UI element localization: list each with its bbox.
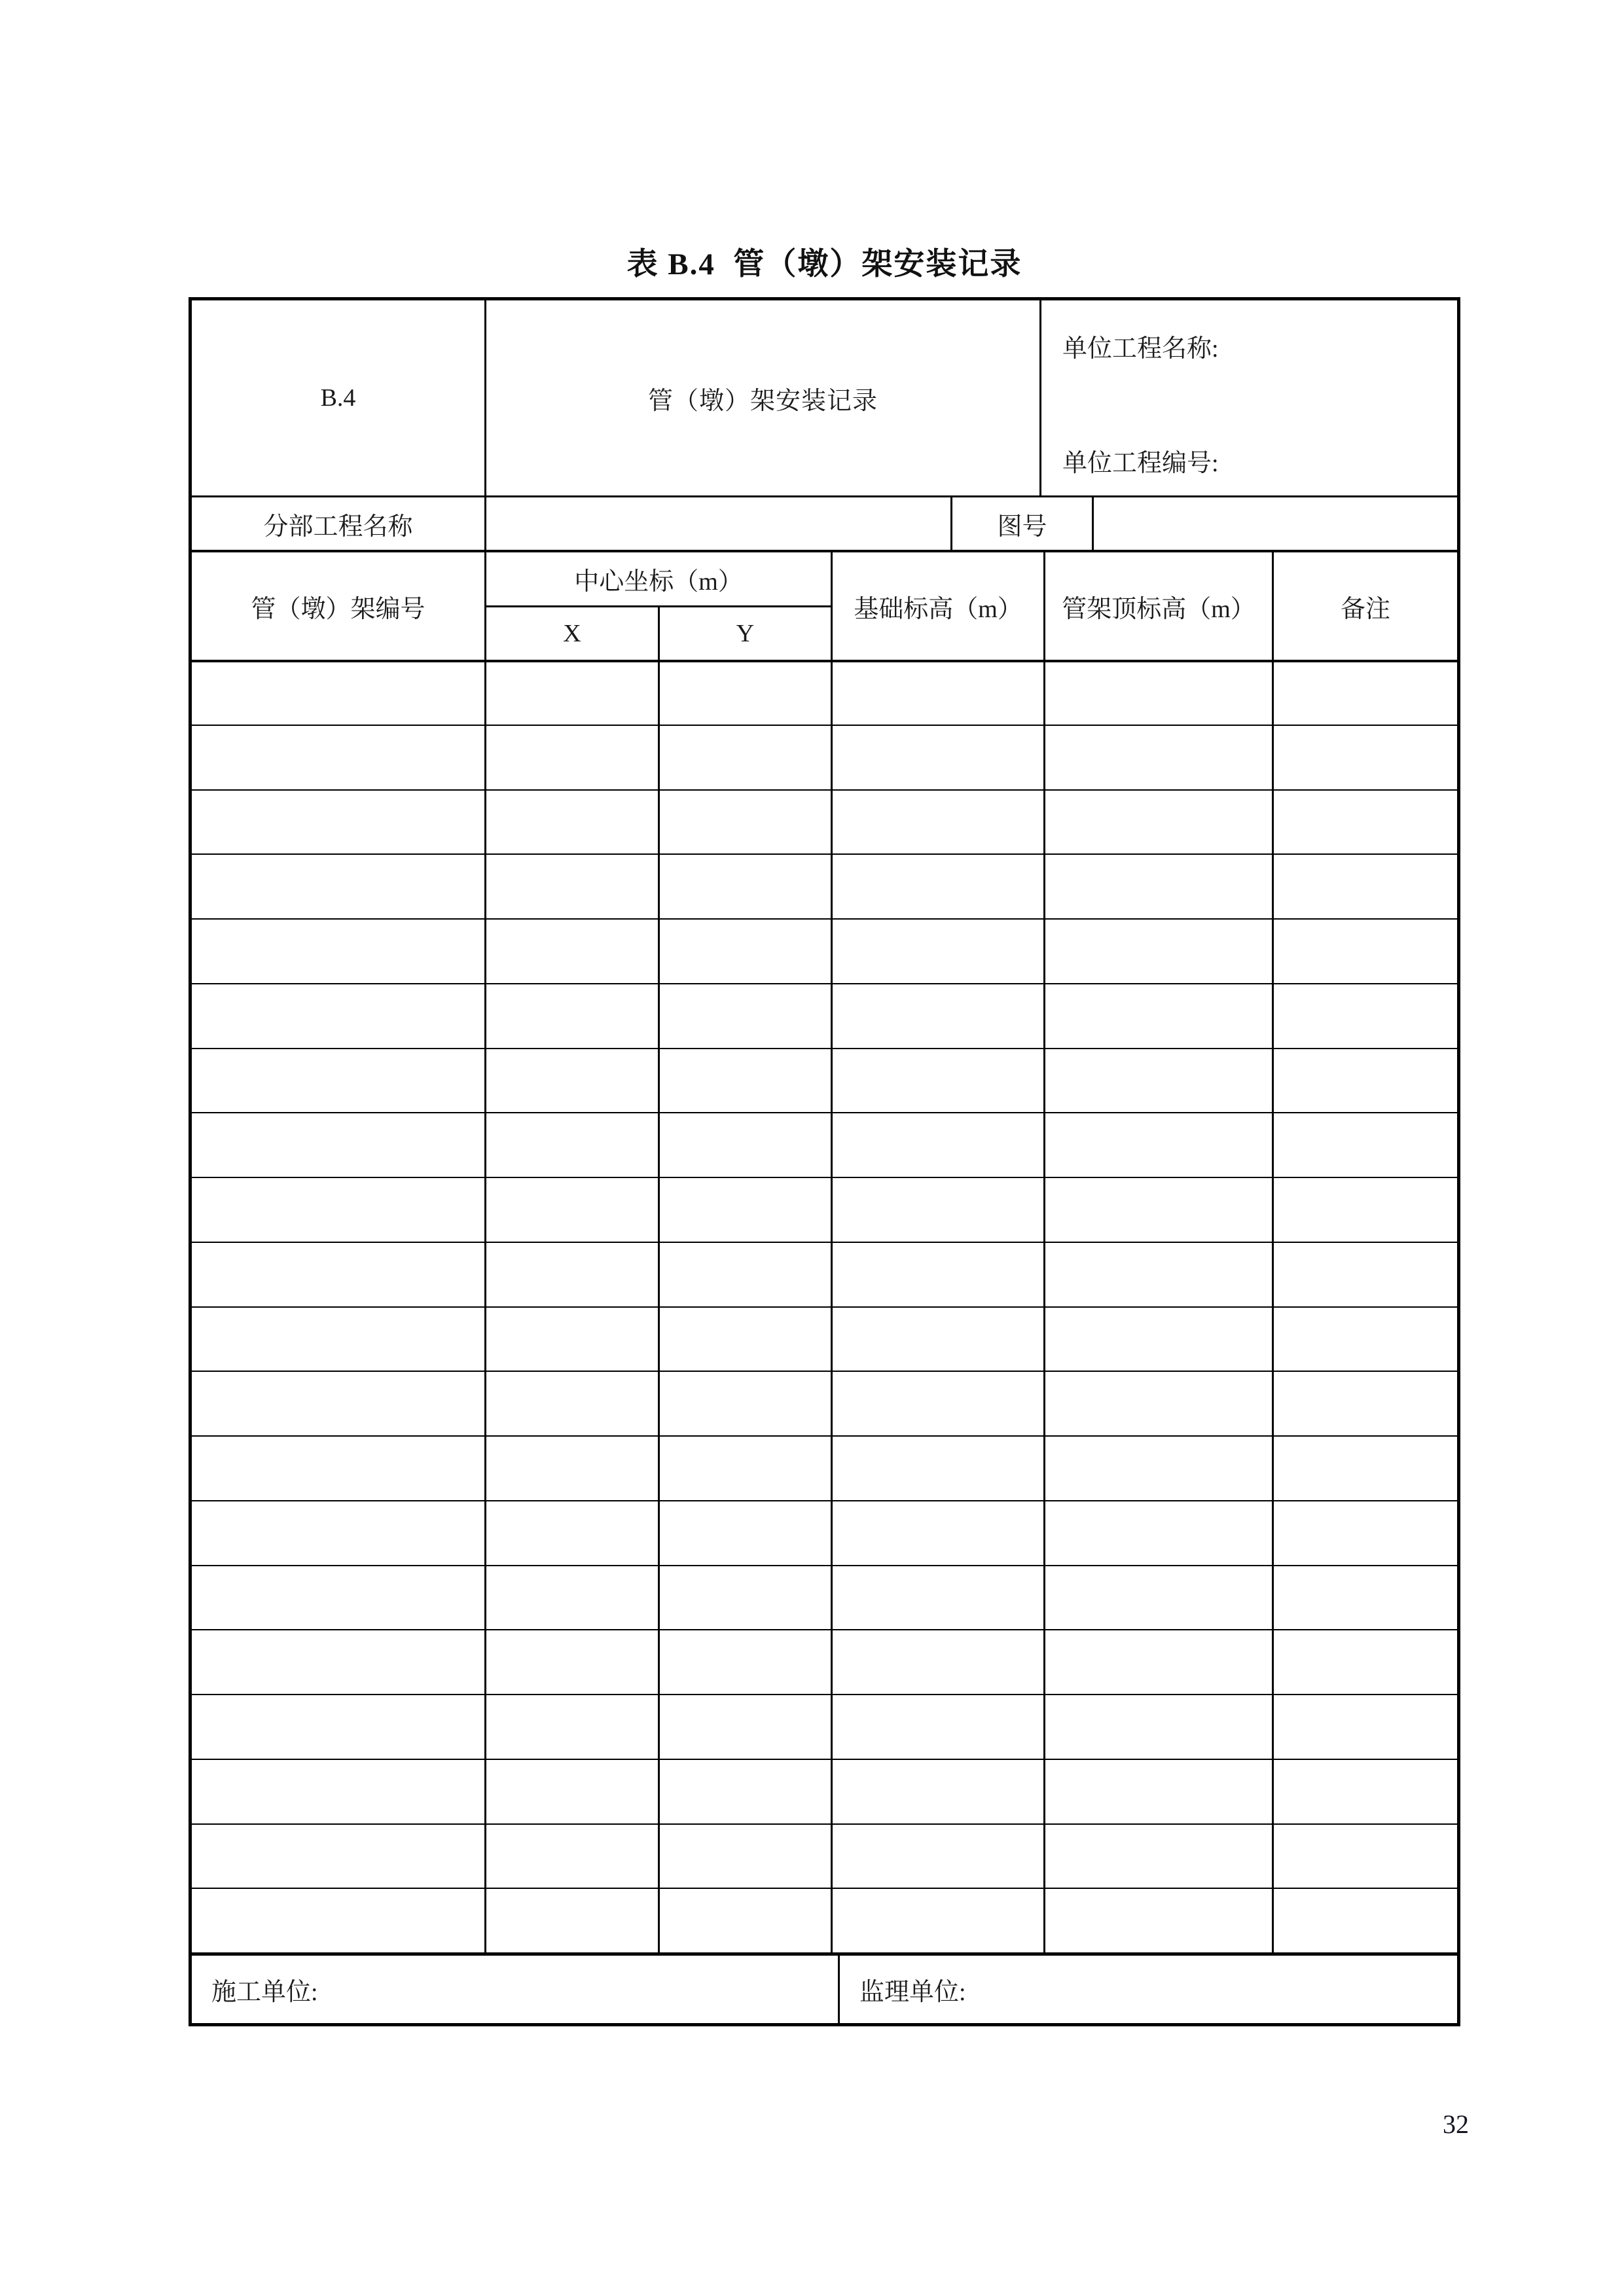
table-cell <box>486 1308 660 1371</box>
table-cell <box>1274 662 1457 725</box>
table-cell <box>192 1243 486 1306</box>
col-header-y: Y <box>736 620 755 647</box>
table-cell <box>192 1437 486 1500</box>
table-cell <box>1045 1630 1274 1694</box>
table-cell <box>833 1178 1045 1242</box>
table-cell <box>192 1372 486 1435</box>
table-cell <box>1045 791 1274 854</box>
col-header-center-coordinate-group <box>486 552 833 660</box>
table-cell <box>660 1308 833 1371</box>
table-cell <box>1045 662 1274 725</box>
table-row <box>192 1371 1457 1435</box>
table-cell <box>833 662 1045 725</box>
table-cell <box>1274 1243 1457 1306</box>
table-row <box>192 1823 1457 1888</box>
table-cell <box>1045 1437 1274 1500</box>
table-cell <box>486 984 660 1048</box>
table-cell <box>660 1566 833 1630</box>
table-cell <box>192 1113 486 1177</box>
table-cell <box>1274 1437 1457 1500</box>
table-cell <box>833 1630 1045 1694</box>
table-row <box>192 1306 1457 1371</box>
table-row <box>192 1177 1457 1242</box>
table-cell <box>660 1630 833 1694</box>
table-cell <box>1045 1372 1274 1435</box>
table-row <box>192 1435 1457 1500</box>
col-header-xy-row <box>486 607 831 660</box>
table-cell <box>486 1760 660 1823</box>
table-cell <box>486 1049 660 1113</box>
table-cell <box>486 1889 660 1952</box>
cell-subproject-label: 分部工程名称 <box>192 497 486 550</box>
table-cell <box>192 1049 486 1113</box>
table-cell <box>660 791 833 854</box>
table-cell <box>833 1825 1045 1888</box>
table-cell <box>1045 984 1274 1048</box>
cell-subproject-value <box>486 497 952 550</box>
cell-form-name: 管（墩）架安装记录 <box>486 300 1041 495</box>
table-cell <box>192 1308 486 1371</box>
table-row <box>192 1048 1457 1113</box>
table-cell <box>192 984 486 1048</box>
table-cell <box>486 855 660 918</box>
row-form-header <box>192 300 1457 495</box>
table-cell <box>486 1437 660 1500</box>
table-cell <box>486 1630 660 1694</box>
table-cell <box>192 1695 486 1759</box>
table-cell <box>1045 920 1274 983</box>
table-cell <box>1045 1566 1274 1630</box>
table-header-row <box>192 550 1457 660</box>
table-cell <box>833 791 1045 854</box>
table-cell <box>1274 791 1457 854</box>
col-header-center-coordinate: 中心坐标（m） <box>486 552 831 607</box>
table-cell <box>660 984 833 1048</box>
table-cell <box>1045 1243 1274 1306</box>
table-cell <box>1045 1049 1274 1113</box>
table-row <box>192 1888 1457 1952</box>
table-cell <box>1274 984 1457 1048</box>
table-cell <box>833 1437 1045 1500</box>
table-cell <box>486 1501 660 1565</box>
table-cell <box>486 1695 660 1759</box>
cell-supervision-unit: 监理单位: <box>859 1979 966 2006</box>
cell-drawing-no-value <box>1094 497 1457 550</box>
table-cell <box>833 1372 1045 1435</box>
table-cell <box>1274 1049 1457 1113</box>
col-header-remark: 备注 <box>1340 595 1390 623</box>
table-cell <box>660 1243 833 1306</box>
table-cell <box>192 920 486 983</box>
table-cell <box>833 726 1045 789</box>
table-row <box>192 660 1457 725</box>
table-cell <box>1045 1825 1274 1888</box>
table-cell <box>660 1889 833 1952</box>
table-body <box>192 660 1457 1952</box>
table-cell <box>660 920 833 983</box>
table-cell <box>833 1889 1045 1952</box>
col-header-x: X <box>486 607 660 660</box>
table-cell <box>1274 1178 1457 1242</box>
table-cell <box>1274 726 1457 789</box>
table-cell <box>660 1437 833 1500</box>
table-cell <box>192 1825 486 1888</box>
table-cell <box>833 1760 1045 1823</box>
table-cell <box>1045 1695 1274 1759</box>
table-cell <box>660 726 833 789</box>
table-footer-row <box>192 1952 1457 2023</box>
table-cell <box>833 1243 1045 1306</box>
table-cell <box>192 662 486 725</box>
table-cell <box>192 791 486 854</box>
table-cell <box>833 1566 1045 1630</box>
table-cell <box>192 1178 486 1242</box>
table-cell <box>1274 1501 1457 1565</box>
table-cell <box>660 1372 833 1435</box>
table-cell <box>833 984 1045 1048</box>
table-row <box>192 853 1457 918</box>
label-unit-project-name: 单位工程名称: <box>1062 335 1219 363</box>
table-cell <box>486 1372 660 1435</box>
table-cell <box>660 1695 833 1759</box>
table-cell <box>192 1501 486 1565</box>
table-row <box>192 1694 1457 1759</box>
table-cell <box>486 726 660 789</box>
table-row <box>192 1565 1457 1630</box>
table-row <box>192 918 1457 983</box>
table-cell <box>660 662 833 725</box>
table-cell <box>486 1566 660 1630</box>
page-number: 32 <box>1443 2109 1469 2139</box>
table-cell <box>1045 855 1274 918</box>
table-cell <box>1274 1760 1457 1823</box>
col-header-rack-top-elevation: 管架顶标高（m） <box>1045 552 1274 660</box>
table-cell <box>1274 1372 1457 1435</box>
table-cell <box>486 791 660 854</box>
table-cell <box>192 1566 486 1630</box>
table-row <box>192 1759 1457 1823</box>
table-cell <box>833 1049 1045 1113</box>
table-cell <box>1045 1760 1274 1823</box>
table-cell <box>833 920 1045 983</box>
table-row <box>192 725 1457 789</box>
col-header-rack-no: 管（墩）架编号 <box>192 552 486 660</box>
page-title: 表 B.4 管（墩）架安装记录 <box>626 247 1022 281</box>
table-cell <box>1045 726 1274 789</box>
table-cell <box>833 855 1045 918</box>
table-cell <box>660 1825 833 1888</box>
cell-drawing-no-label: 图号 <box>952 497 1094 550</box>
table-cell <box>1045 1178 1274 1242</box>
table-cell <box>1274 1566 1457 1630</box>
table-cell <box>660 1501 833 1565</box>
cell-form-code: B.4 <box>192 300 486 495</box>
form-table <box>189 297 1460 2026</box>
table-row <box>192 1242 1457 1306</box>
table-cell <box>486 1113 660 1177</box>
table-cell <box>1274 855 1457 918</box>
table-cell <box>192 1760 486 1823</box>
table-row <box>192 1629 1457 1694</box>
table-row <box>192 983 1457 1048</box>
table-cell <box>192 855 486 918</box>
cell-unit-project-info <box>1041 300 1457 495</box>
table-cell <box>833 1695 1045 1759</box>
table-cell <box>486 1825 660 1888</box>
table-cell <box>486 1178 660 1242</box>
table-cell <box>1045 1113 1274 1177</box>
table-cell <box>833 1501 1045 1565</box>
table-cell <box>192 1889 486 1952</box>
col-header-foundation-elevation: 基础标高（m） <box>833 552 1045 660</box>
label-unit-project-code: 单位工程编号: <box>1062 450 1219 477</box>
table-cell <box>660 1178 833 1242</box>
table-cell <box>1045 1501 1274 1565</box>
table-row <box>192 1500 1457 1565</box>
table-cell <box>1274 920 1457 983</box>
cell-construction-unit: 施工单位: <box>192 1956 840 2023</box>
table-cell <box>660 1113 833 1177</box>
table-row <box>192 1112 1457 1177</box>
table-cell <box>486 1243 660 1306</box>
table-cell <box>486 662 660 725</box>
table-cell <box>1274 1113 1457 1177</box>
table-cell <box>660 855 833 918</box>
table-cell <box>1045 1308 1274 1371</box>
table-cell <box>1274 1695 1457 1759</box>
table-cell <box>1274 1630 1457 1694</box>
table-cell <box>833 1308 1045 1371</box>
table-cell <box>833 1113 1045 1177</box>
table-cell <box>660 1760 833 1823</box>
table-cell <box>1274 1308 1457 1371</box>
table-cell <box>1274 1825 1457 1888</box>
table-cell <box>660 1049 833 1113</box>
row-subproject <box>192 495 1457 550</box>
table-cell <box>192 1630 486 1694</box>
table-cell <box>192 726 486 789</box>
table-cell <box>486 920 660 983</box>
table-row <box>192 789 1457 854</box>
table-cell <box>1274 1889 1457 1952</box>
table-cell <box>1045 1889 1274 1952</box>
